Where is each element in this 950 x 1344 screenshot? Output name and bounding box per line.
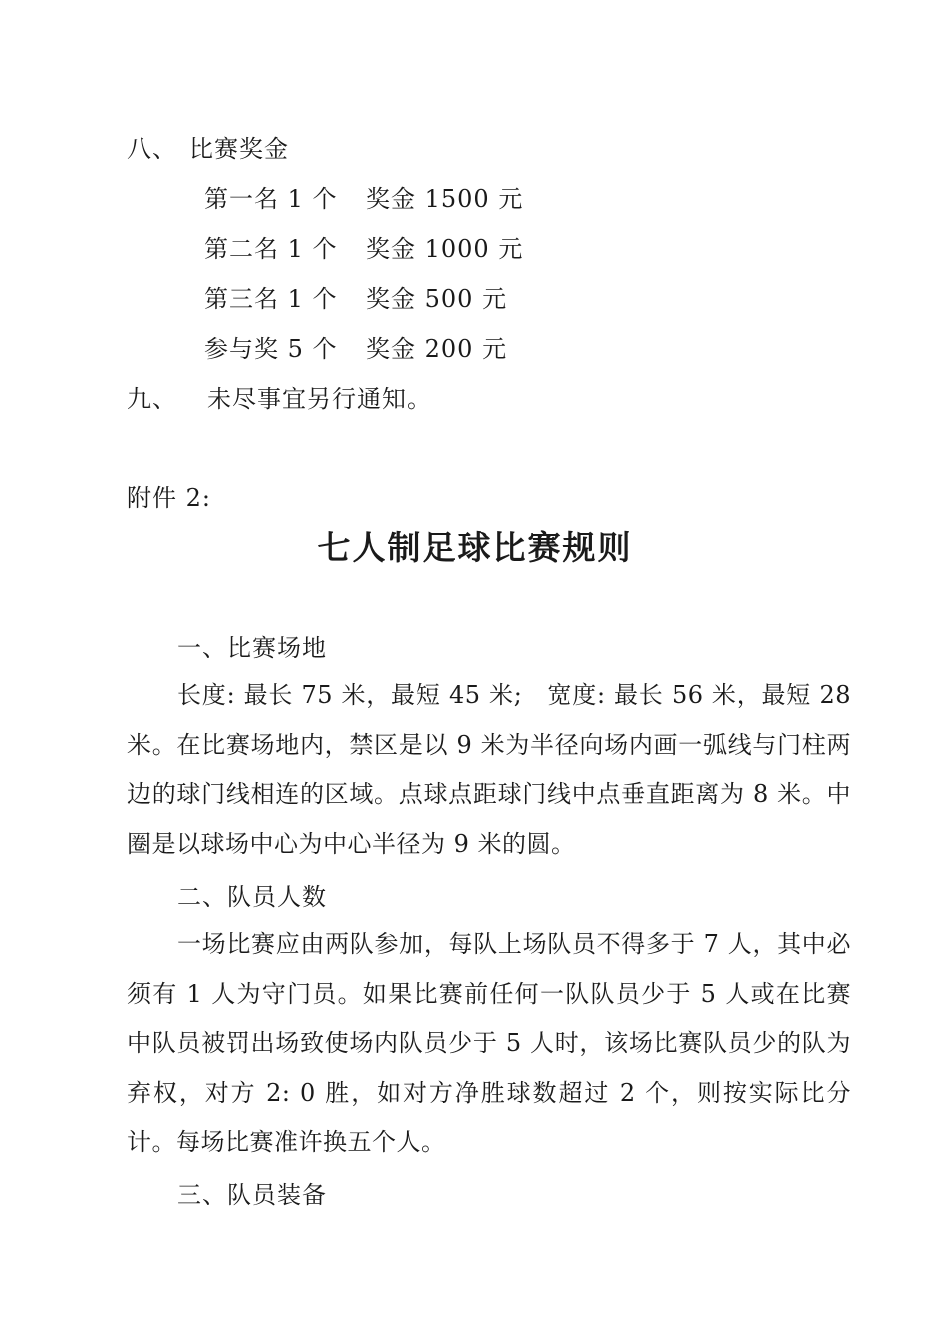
prize-amount: 奖金 500 元: [366, 285, 508, 313]
rules-section-2-body: 一场比赛应由两队参加，每队上场队员不得多于 7 人，其中必须有 1 人为守门员。如果比赛前任何一队队员少于 5 人或在比赛中队员被罚出场致使场内队员少于 5 人时，该场比赛队员少的队为弃权，对方 2: 0 胜，如对方净胜球数超过 2 个，则按实际比分计。每场比赛准许换五个人。: [127, 930, 851, 1156]
rules-section-3-heading: 三、队员装备: [177, 1181, 327, 1209]
attachment-label: 附件 2:: [127, 484, 211, 512]
prize-name: 第二名 1 个: [204, 235, 338, 263]
section-8-title: 比赛奖金: [189, 135, 289, 163]
prize-row: [204, 334, 507, 364]
section-9-text: 未尽事宜另行通知。: [207, 385, 432, 413]
document-title: 七人制足球比赛规则: [317, 528, 633, 567]
rules-section-2-heading: 二、队员人数: [177, 883, 327, 911]
prize-row: [204, 234, 523, 264]
prize-name: 第一名 1 个: [204, 185, 338, 213]
prize-amount: 奖金 1000 元: [366, 235, 524, 263]
rules-section-1-heading: 一、比赛场地: [177, 634, 327, 662]
section-9-number: 九、: [127, 385, 177, 413]
prize-name: 参与奖 5 个: [204, 335, 338, 363]
prize-amount: 奖金 200 元: [366, 335, 508, 363]
section-9: [127, 384, 432, 414]
section-8-number: 八、: [127, 135, 177, 163]
prize-amount: 奖金 1500 元: [366, 185, 524, 213]
prize-row: [204, 284, 507, 314]
rules-section-1-body: 长度: 最长 75 米，最短 45 米; 宽度: 最长 56 米，最短 28 米。在比赛场地内，禁区是以 9 米为半径向场内画一弧线与门柱两边的球门线相连的区域。点球点距球门线中点垂直距离为 8 米。中圈是以球场中心为中心半径为 9 米的圆。: [127, 681, 851, 858]
prize-name: 第三名 1 个: [204, 285, 338, 313]
section-8-heading: [127, 134, 289, 164]
prize-row: [204, 184, 523, 214]
